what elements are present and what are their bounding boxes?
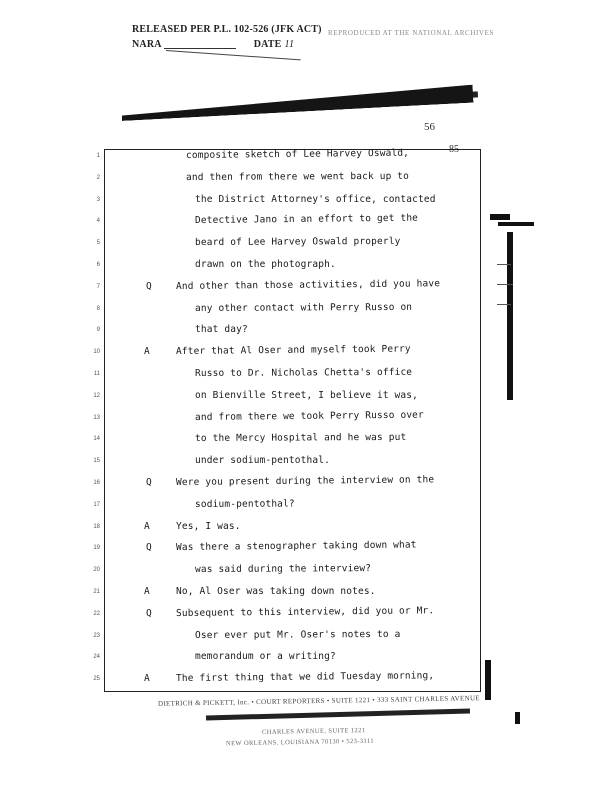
transcript-line-text: Subsequent to this interview, did you or Mr.: [175, 605, 435, 619]
line-number: 7: [96, 283, 100, 290]
speaker-label: A: [144, 586, 150, 597]
transcript-line-text: sodium-pentothal?: [194, 498, 295, 510]
transcript-line-text: Were you present during the interview on the: [175, 474, 435, 488]
line-number: 21: [93, 589, 100, 595]
released-line: RELEASED PER P.L. 102-526 (JFK ACT): [132, 24, 322, 35]
line-number: 12: [93, 392, 100, 399]
speaker-label: Q: [146, 607, 152, 619]
transcript-line-text: to the Mercy Hospital and he was put: [194, 432, 407, 445]
speaker-label: Q: [146, 542, 152, 554]
transcript-line-text: Russo to Dr. Nicholas Chetta's office: [194, 366, 413, 379]
address-line-1: CHARLES AVENUE, SUITE 1221: [261, 727, 366, 736]
nara-label: NARA: [132, 39, 162, 50]
scan-artifact-right-4: [485, 660, 491, 700]
transcript-line-text: was said during the interview?: [194, 563, 372, 576]
page-top-number: 56: [424, 121, 435, 133]
scan-edge-bar: [121, 85, 473, 121]
address-line-2: NEW ORLEANS, LOUISIANA 70130 • 523-3111: [225, 737, 375, 748]
line-number: 11: [93, 371, 100, 377]
transcript-line-text: The first thing that we did Tuesday morning,: [175, 670, 435, 685]
nara-rule: [164, 37, 236, 49]
line-number: 10: [93, 349, 100, 356]
speaker-label: A: [144, 673, 150, 685]
transcript-line-text: No, Al Oser was taking down notes.: [176, 586, 376, 597]
line-number: 16: [93, 480, 100, 486]
scan-mark-3: [497, 304, 511, 305]
transcript-line-text: on Bienville Street, I believe it was,: [195, 389, 419, 401]
firm-line: DIETRICH & PICKETT, Inc. • COURT REPORTERS • SUITE 1221 • 333 SAINT CHARLES AVENUE: [157, 694, 480, 708]
scan-mark-2: [497, 284, 513, 285]
line-number: 15: [93, 458, 100, 465]
speaker-label: Q: [146, 280, 152, 292]
date-label: DATE: [253, 39, 282, 50]
line-number: 2: [96, 174, 100, 181]
speaker-label: Q: [146, 477, 152, 488]
line-number: 14: [93, 436, 100, 443]
transcript-line-text: After that Al Oser and myself took Perry: [175, 343, 411, 358]
line-number: 22: [93, 610, 100, 617]
transcript-line-text: and from there we took Perry Russo over: [194, 409, 424, 423]
transcript-line-text: any other contact with Perry Russo on: [194, 301, 413, 314]
scan-mark-1: [497, 264, 511, 265]
transcript-line-text: under sodium-pentothal.: [195, 455, 330, 467]
line-number: 13: [93, 414, 100, 421]
line-number: 3: [96, 196, 100, 203]
transcript-line-text: that day?: [195, 324, 248, 336]
speaker-label: A: [144, 520, 150, 532]
line-number: 19: [93, 545, 100, 552]
transcript-line-text: the District Attorney's office, contacted: [195, 193, 436, 205]
line-number: 17: [93, 501, 100, 508]
scan-artifact-right-1: [490, 214, 510, 220]
transcript-line-text: memorandum or a writing?: [195, 651, 336, 663]
transcript-line-text: composite sketch of Lee Harvey Oswald,: [185, 147, 410, 161]
transcript-line-text: Yes, I was.: [176, 520, 241, 532]
line-number: 4: [96, 218, 100, 225]
scan-artifact-right-5: [515, 712, 520, 724]
line-number: 1: [96, 153, 100, 159]
line-number: 20: [93, 567, 100, 574]
line-number: 23: [93, 632, 100, 639]
release-stamp: [132, 22, 322, 52]
transcript-line-text: Was there a stenographer taking down what: [175, 539, 417, 554]
transcript-line-text: And other than those activities, did you have: [175, 278, 441, 292]
scan-artifact-right-2: [498, 222, 534, 226]
nara-date-line: [132, 37, 322, 52]
transcript-line-text: beard of Lee Harvey Oswald properly: [194, 236, 401, 249]
page-number: 85: [449, 144, 459, 155]
transcript-line-text: and then from there we went back up to: [185, 170, 410, 183]
line-number: 18: [93, 523, 100, 530]
transcript-line-text: drawn on the photograph.: [195, 259, 336, 270]
transcript-line-text: Oser ever put Mr. Oser's notes to a: [194, 628, 401, 641]
line-number: 24: [93, 654, 100, 661]
line-number: 8: [96, 305, 100, 312]
line-number: 6: [96, 262, 100, 268]
line-number: 25: [93, 676, 100, 683]
archives-notice: REPRODUCED AT THE NATIONAL ARCHIVES: [328, 29, 494, 37]
transcript-line-text: Detective Jano in an effort to get the: [194, 213, 419, 227]
scan-artifact-right-3: [507, 232, 513, 400]
line-number: 9: [96, 327, 100, 334]
footer-bar: [206, 709, 470, 721]
line-number: 5: [96, 240, 100, 247]
speaker-label: A: [144, 346, 150, 358]
date-value: 11: [284, 39, 295, 50]
